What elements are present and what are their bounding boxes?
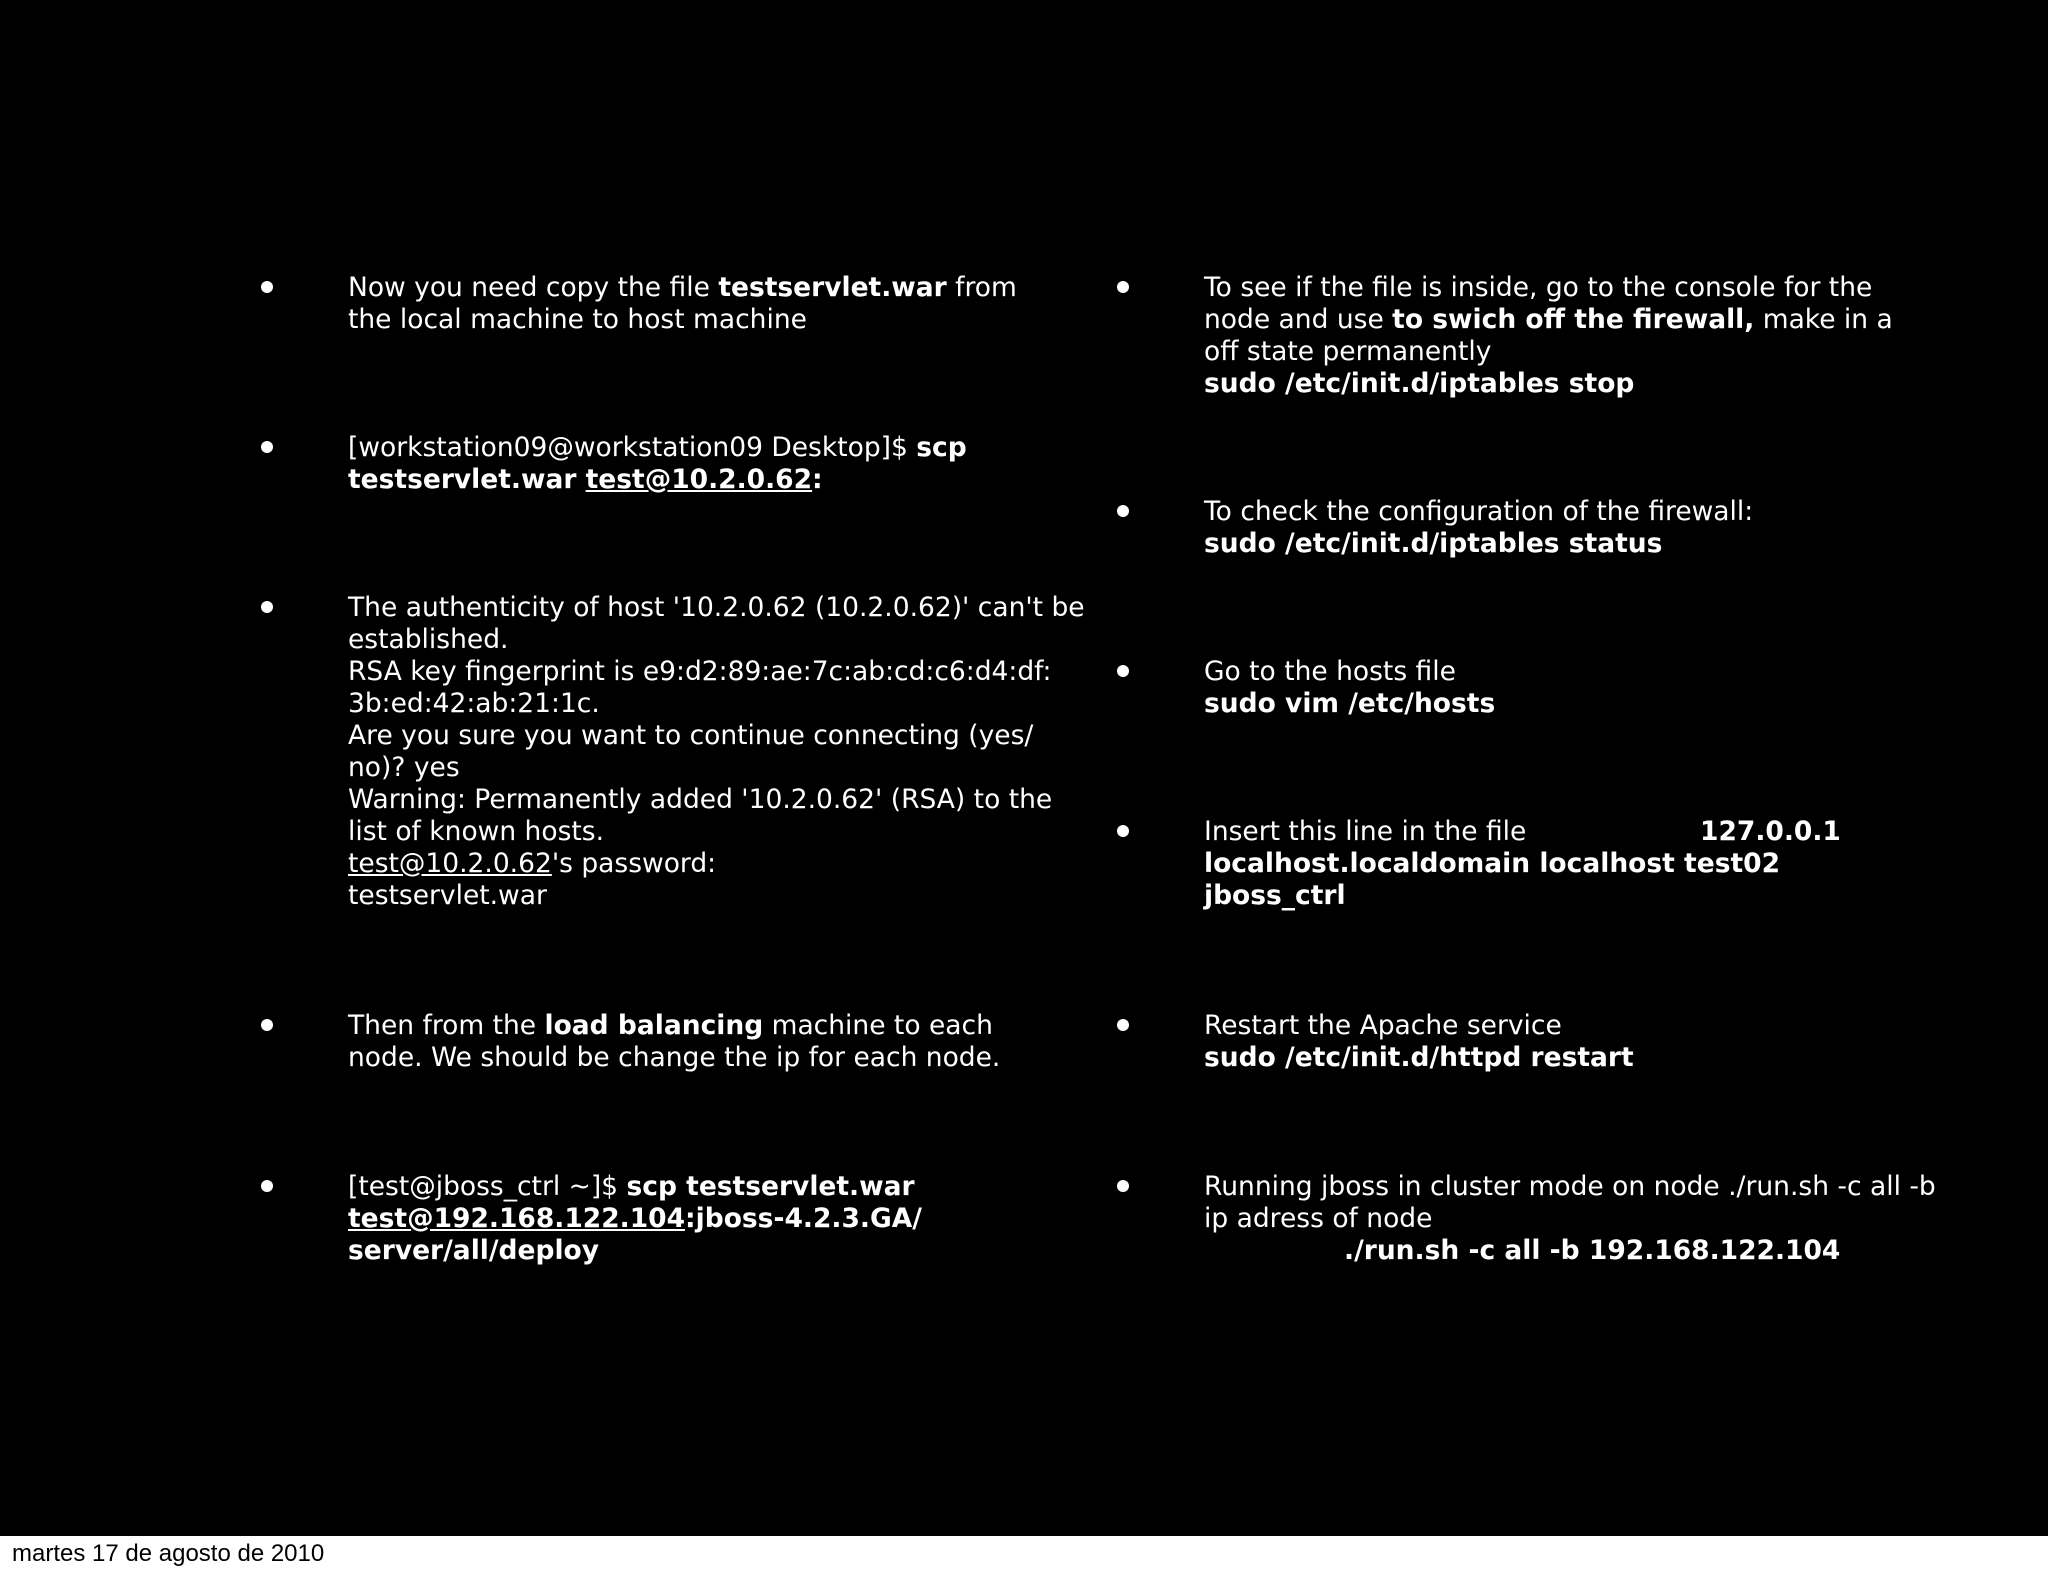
right-bullet-3: Go to the hosts file sudo vim /etc/hosts xyxy=(1204,656,1496,719)
bullet-icon xyxy=(261,1019,273,1031)
bullet-icon xyxy=(261,281,273,293)
email-link[interactable]: test@10.2.0.62 xyxy=(585,464,813,495)
right-bullet-4: Insert this line in the file 127.0.0.1 localhost.localdomain localhost test02 jboss_ctrl xyxy=(1204,816,1841,911)
bullet-icon xyxy=(1117,281,1129,293)
right-bullet-6: Running jboss in cluster mode on node ./run.sh -c all -b ip adress of node ./run.sh -c all -b 192.168.122.104 xyxy=(1204,1171,1936,1266)
left-bullet-3: The authenticity of host '10.2.0.62 (10.2.0.62)' can't be established. RSA key fingerprint is e9:d2:89:ae:7c:ab:cd:c6:d4:df: 3b:ed:42:ab:21:1c. Are you sure you want to continue connecting (yes/ no)? yes Warning: Permanently added '10.2.0.62' (RSA) to the list of known hosts. test@10.2.0.62's password: testservlet.war xyxy=(348,592,1085,911)
right-bullet-5: Restart the Apache service sudo /etc/init.d/httpd restart xyxy=(1204,1010,1634,1073)
email-link[interactable]: test@192.168.122.104 xyxy=(348,1203,686,1234)
left-bullet-4: Then from the load balancing machine to each node. We should be change the ip for each node. xyxy=(348,1010,1001,1073)
right-bullet-1: To see if the file is inside, go to the console for the node and use to swich off the firewall, make in a off state permanently sudo /etc/init.d/iptables stop xyxy=(1204,272,1893,399)
left-bullet-5: [test@jboss_ctrl ~]$ scp testservlet.war test@192.168.122.104:jboss-4.2.3.GA/ server/all/deploy xyxy=(348,1171,922,1266)
bullet-icon xyxy=(1117,1180,1129,1192)
bullet-icon xyxy=(1117,1019,1129,1031)
bullet-icon xyxy=(1117,665,1129,677)
bullet-icon xyxy=(261,441,273,453)
bullet-icon xyxy=(261,1180,273,1192)
email-link[interactable]: test@10.2.0.62 xyxy=(348,848,552,879)
bullet-icon xyxy=(1117,825,1129,837)
left-bullet-2: [workstation09@workstation09 Desktop]$ scp testservlet.war test@10.2.0.62: xyxy=(348,432,967,495)
bullet-icon xyxy=(261,601,273,613)
bullet-icon xyxy=(1117,505,1129,517)
right-bullet-2: To check the configuration of the firewall: sudo /etc/init.d/iptables status xyxy=(1204,496,1754,559)
date-footer: martes 17 de agosto de 2010 xyxy=(12,1540,325,1567)
left-bullet-1: Now you need copy the file testservlet.war from the local machine to host machine xyxy=(348,272,1017,335)
